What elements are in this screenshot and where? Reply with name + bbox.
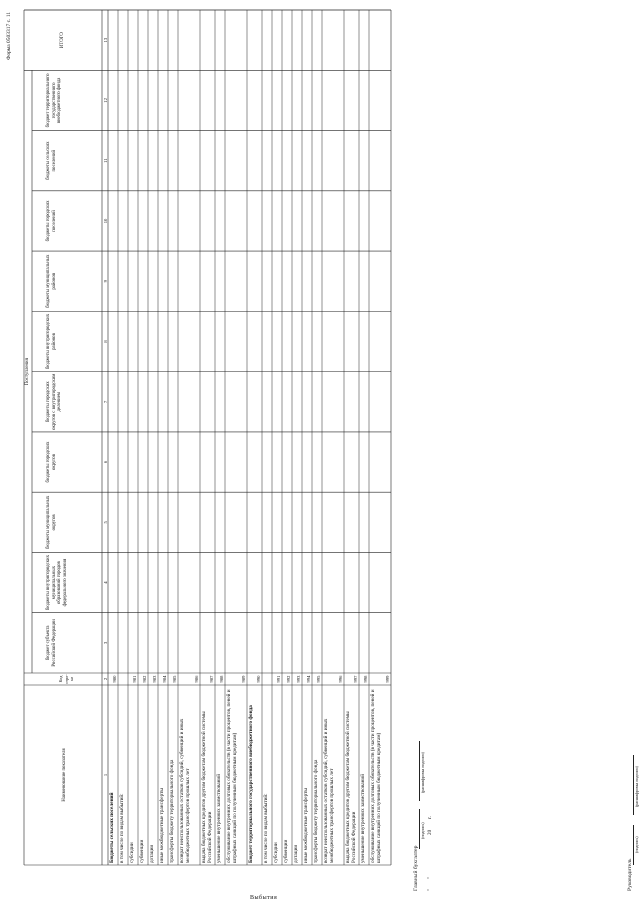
col-number-10: 10	[102, 218, 108, 224]
row-code: 995	[316, 675, 321, 683]
header-col-10: бюджеты городских поселений	[46, 200, 57, 242]
header-col-4: бюджеты внутригородских муниципальных образований городов федерального значения	[46, 554, 68, 611]
date-year-suffix: г.	[427, 816, 433, 819]
row-code: 993	[296, 675, 301, 683]
row-code: 982	[142, 675, 147, 683]
header-col-12: бюджет территориального государственного внебюджетного фонда	[46, 73, 63, 128]
row-name: выдача бюджетных кредитов другим бюджетам бюджетной системы Российской Федерации	[345, 711, 357, 863]
row-name: иные межбюджетные трансферты	[303, 788, 309, 863]
row-name: субсидии	[273, 842, 279, 863]
row-code: 980	[112, 675, 117, 683]
row-name: уменьшение внутренних заимствований	[216, 774, 222, 863]
col-number-9: 9	[102, 280, 108, 283]
row-code: 988	[219, 675, 224, 683]
date-quote-close: "	[427, 876, 433, 879]
col-number-13: 13	[102, 37, 108, 43]
head-label: Руководитель	[627, 858, 633, 891]
col-number-2: 2	[102, 677, 108, 681]
header-total: ИТОГО	[60, 32, 65, 49]
col-number-1: 1	[102, 773, 108, 777]
col-number-5: 5	[102, 521, 108, 524]
row-code: 981	[132, 675, 137, 683]
row-name: возврат неиспользованных остатков субсидий, субвенций и иных межбюджетных трансфертов прошлых лет	[323, 718, 335, 863]
accountant-label: Главный бухгалтер	[413, 845, 419, 891]
header-col-5: бюджеты муниципальных округов	[46, 495, 57, 550]
header-col-9: бюджеты муниципальных районов	[46, 254, 57, 308]
row-name: уменьшение внутренних заимствований	[360, 774, 366, 863]
row-code: 990	[256, 675, 261, 683]
header-receipts: Поступления	[25, 358, 30, 386]
row-code: 984	[162, 675, 167, 683]
row-name: обслуживание внутренних долговых обязательств (в части процентов, пеней и штрафных санкций по полученным бюджетным кредитам)	[370, 689, 382, 863]
row-name: трансферты бюджету территориального фонда	[313, 759, 319, 863]
col-number-4: 4	[102, 581, 108, 584]
row-name: дотации	[293, 844, 299, 863]
header-code: Код стро-ки	[58, 674, 75, 684]
head-decode-hint: (расшифровка подписи)	[634, 766, 639, 807]
row-name: трансферты бюджету территориального фонда	[169, 759, 175, 863]
head-sign-hint: (подпись)	[634, 836, 639, 853]
form-code: Форма 0503317 с. 11	[6, 11, 12, 60]
row-code: 992	[286, 675, 291, 683]
row-name: в том числе по видам выбытий:	[119, 793, 125, 863]
row-code: 986	[194, 675, 199, 683]
row-name: возврат неиспользованных остатков субсидий, субвенций и иных межбюджетных трансфертов прошлых лет	[179, 718, 191, 863]
row-code: 994	[306, 675, 311, 683]
row-name: Бюджеты сельских поселений	[109, 792, 115, 863]
row-code: 985	[172, 675, 177, 683]
accountant-sign-hint: (подпись)	[420, 822, 425, 839]
col-number-7: 7	[102, 400, 108, 403]
header-col-6: бюджеты городских округов	[46, 441, 57, 483]
row-name: субвенции	[139, 839, 145, 863]
date-quote-open: "	[427, 888, 433, 891]
accountant-decode-hint: (расшифровка подписи)	[420, 752, 425, 793]
row-code: 991	[276, 675, 281, 683]
col-number-3: 3	[102, 641, 108, 645]
header-col-7: бюджеты городских округов с внутригородским делением	[46, 373, 63, 430]
row-code: 996	[338, 675, 343, 683]
row-name: субсидии	[129, 842, 135, 863]
row-code: 999	[385, 675, 390, 683]
row-code: 983	[152, 675, 157, 683]
col-number-8: 8	[102, 340, 108, 343]
header-col-11: бюджеты сельских поселений	[46, 141, 57, 180]
row-code: 987	[209, 675, 214, 683]
col-number-11: 11	[102, 158, 108, 163]
row-code: 998	[363, 675, 368, 683]
col-number-6: 6	[102, 460, 108, 464]
col-number-12: 12	[102, 98, 108, 103]
row-name: дотации	[149, 844, 155, 863]
date-year-prefix: 20	[427, 829, 433, 835]
header-col-8: бюджеты внутригородских районов	[46, 313, 57, 370]
row-name: обслуживание внутренних долговых обязательств (в части процентов, пеней и штрафных санкций по полученным бюджетным кредитам)	[226, 689, 238, 863]
row-code: 997	[353, 675, 358, 683]
row-name: выдача бюджетных кредитов другим бюджетам бюджетной системы Российской Федерации	[201, 711, 213, 863]
row-name: Бюджет территориального государственного внебюджетного фонда	[248, 705, 254, 863]
row-name: в том числе по видам выбытий:	[263, 793, 269, 863]
header-name: Наименование показателя	[62, 748, 67, 802]
row-name: субвенции	[283, 839, 289, 863]
row-name: иные межбюджетные трансферты	[159, 788, 165, 863]
row-code: 989	[241, 675, 246, 683]
side-label: Выбытия	[249, 895, 277, 901]
header-col-3: бюджет субъекта Российской Федерации	[46, 619, 57, 667]
